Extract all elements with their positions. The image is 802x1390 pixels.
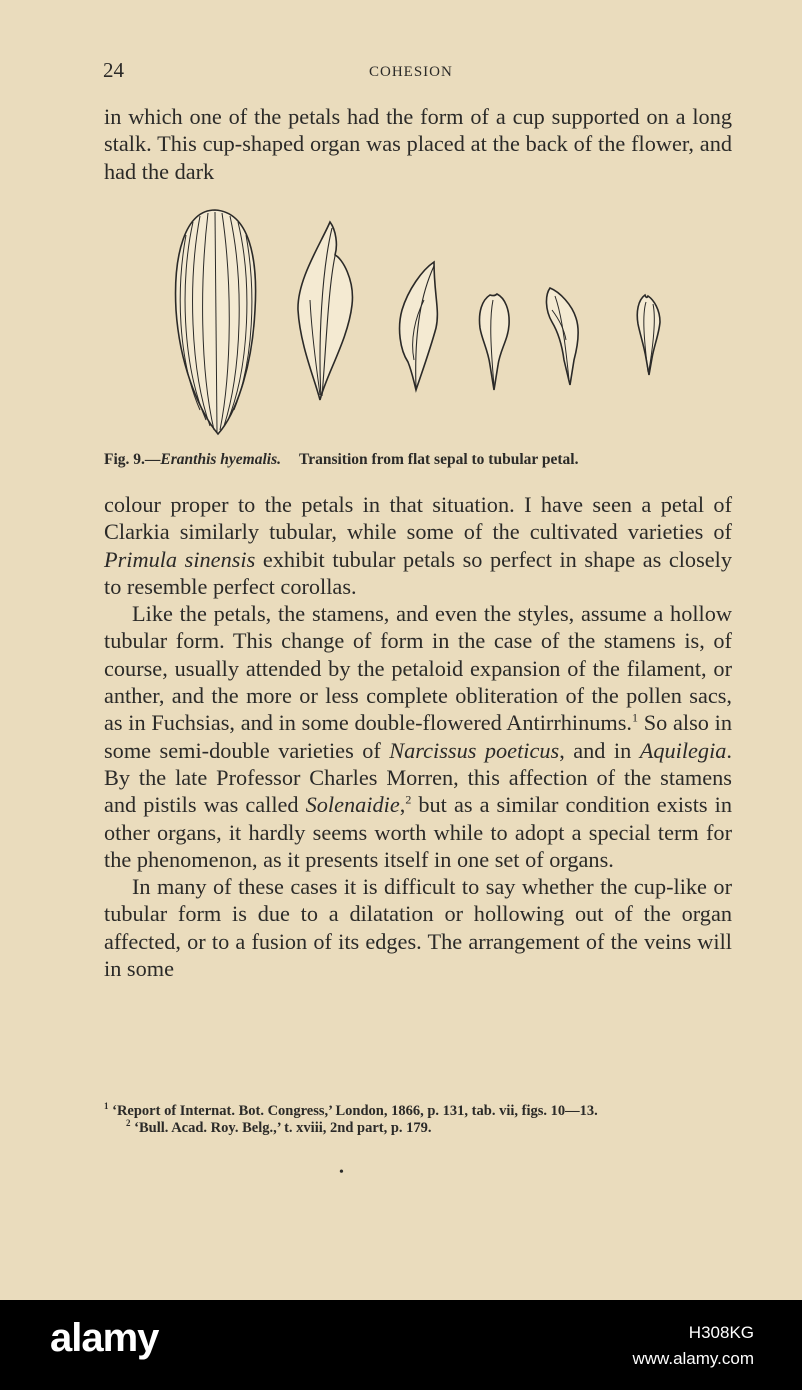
footnote-1	[104, 1103, 734, 1120]
term-solenaidie: Solenaidie	[305, 792, 400, 818]
sepal-to-petal-drawing	[160, 200, 680, 445]
bottom-mark: •	[339, 1165, 344, 1180]
paragraph-3-text-4: . By the late Professor Charles Morren, this affection of the stamens and pistils was called	[104, 737, 732, 818]
caption-species: Eranthis hyemalis.	[160, 451, 281, 468]
paragraph-3-text-2: So also in some semi-double varieties of	[104, 710, 732, 763]
page-number: 24	[103, 58, 124, 82]
paragraph-3-comma: ,	[399, 792, 406, 818]
footnote-ref-2[interactable]: 2	[405, 792, 412, 807]
paragraph-4: In many of these cases it is difficult to say whether the cup-like or tubular form is due to a dilatation or hollowing out of the organ affected, or to a fusion of its edges. The arrangement of the veins will in some	[104, 874, 732, 982]
footnote-ref-1[interactable]: 1	[632, 710, 639, 725]
paragraph-3-text: Like the petals, the stamens, and even the styles, assume a hollow tubular form. This change of form in the case of the stamens is, of course, usually attended by the petaloid expansion of the filament, or anther, and the more or less complete obliteration of the pollen sacs, as in Fuchsias, and in some double-flowered Antirrhinums.	[104, 601, 732, 736]
tubular-petal-drawing-2	[546, 288, 578, 385]
footnote-mark-2: 2	[126, 1118, 131, 1129]
caption-text: Transition from flat sepal to tubular petal.	[299, 451, 579, 468]
page-header	[0, 58, 802, 88]
rolled-sepal-drawing	[298, 222, 352, 400]
site-url[interactable]: www.alamy.com	[632, 1349, 754, 1368]
body-text	[104, 491, 732, 982]
paragraph-2	[104, 491, 732, 600]
figure-illustration	[160, 200, 680, 445]
species-narcissus: Narcissus poeticus	[389, 737, 560, 763]
footnote-2-text: ‘Bull. Acad. Roy. Belg.,’ t. xviii, 2nd part, p. 179.	[134, 1120, 432, 1136]
alamy-logo: alamy	[50, 1316, 159, 1360]
running-title: COHESION	[369, 64, 453, 80]
image-id: H308KG	[688, 1323, 754, 1342]
footnotes	[104, 1103, 734, 1137]
paragraph-top-text: in which one of the petals had the form of a cup supported on a long stalk. This cup-shaped organ was placed at the back of the flower, and had the dark	[104, 104, 732, 184]
tubular-petal-drawing-1	[479, 294, 509, 390]
figure-caption	[104, 451, 744, 469]
footnote-mark-1: 1	[104, 1101, 109, 1112]
footnote-1-text: ‘Report of Internat. Bot. Congress,’ London, 1866, p. 131, tab. vii, figs. 10—13.	[112, 1103, 598, 1119]
watermark-bar	[0, 1300, 802, 1390]
species-primula: Primula sinensis	[104, 546, 256, 572]
paragraph-3-text-5: but as a similar condition exists in other organs, it hardly seems worth while to adopt a special term for the phenomenon, as it presents itself in one set of organs.	[104, 792, 732, 872]
genus-aquilegia: Aquilegia	[639, 737, 727, 763]
paragraph-3-text-3: , and in	[559, 737, 640, 763]
paragraph-2-text: colour proper to the petals in that situation. I have seen a petal of Clarkia similarly tubular, while some of the cultivated varieties of	[104, 492, 732, 545]
paragraph-top	[104, 103, 732, 185]
caption-label: Fig. 9.—	[104, 451, 161, 468]
footnote-2	[104, 1120, 734, 1137]
tubular-petal-drawing-3	[637, 295, 660, 375]
paragraph-3	[104, 600, 732, 873]
paragraph-2-text-end: exhibit tubular petals so perfect in shape as closely to resemble perfect corollas.	[104, 546, 732, 599]
